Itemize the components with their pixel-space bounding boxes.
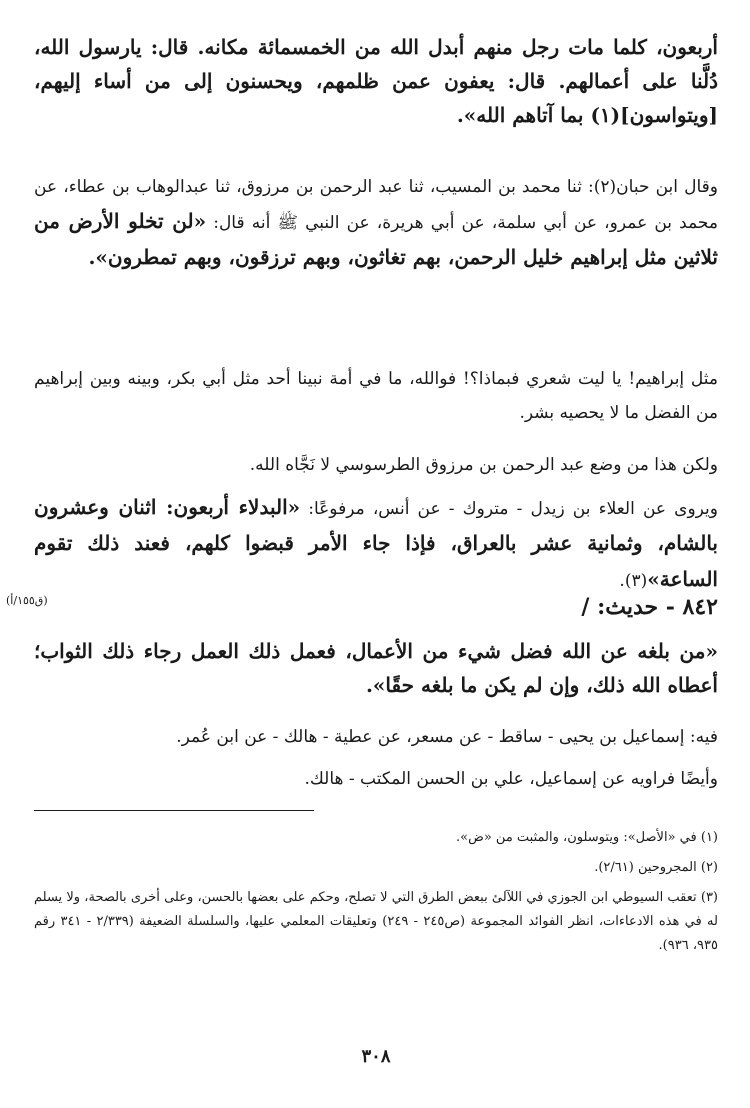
paragraph-abdal-hadith — [34, 490, 718, 598]
ibn-hibban-isnad: وقال ابن حبان(٢): ثنا محمد بن المسيب، ثنا عبد الرحمن بن مرزوق، ثنا عبدالوهاب بن عطاء، عن محمد بن عمرو، عن أبي سلمة، عن أبي هريرة، عن النبي ﷺ أنه قال: — [34, 177, 719, 233]
footnote-2: (٢) المجروحين (٢/٦١). — [594, 860, 718, 875]
ibn-hibban-matn: «لن تخلو الأرض من ثلاثين مثل إبراهيم خليل الرحمن، بهم تغاثون، وبهم ترزقون، وبهم تمطرون». — [34, 209, 718, 269]
footnote-3: (٣) تعقب السيوطي ابن الجوزي في اللآلئ ببعض الطرق التي لا تصلح، وحكم على بعضها بالحسن، وعلى أخرى بالصحة، ولا يسلم له في هذه الادعاءات، انظر الفوائد المجموعة (ص٢٤٥ - ٢٤٩) وتعليقات المعلمي عليها، والسلسلة الضعيفة (٢/٣٣٩ - ٣٤١ رقم ٩٣٥، ٩٣٦). — [34, 890, 718, 953]
note-isnad-1: فيه: إسماعيل بن يحيى - ساقط - عن مسعر، عن عطية - هالك - عن ابن عُمر. — [176, 727, 718, 747]
paragraph-commentary: مثل إبراهيم! يا ليت شعري فبماذا؟! فوالله، ما في أمة نبينا أحد مثل أبي بكر، وبينه وبين إبراهيم من الفضل ما لا يحصيه بشر. — [34, 369, 718, 423]
paragraph-verdict: ولكن هذا من وضع عبد الرحمن بن مرزوق الطرسوسي لا نَجَّاه الله. — [249, 455, 718, 475]
hadith-number-title: ٨٤٢ - حديث: / — [581, 594, 718, 620]
footnote-ref-3: (٣). — [619, 571, 648, 591]
page-number: ٣٠٨ — [361, 1046, 391, 1067]
manuscript-folio-marker: (ق١٥٥/أ) — [6, 594, 48, 607]
note-isnad-2: وأيضًا فراويه عن إسماعيل، علي بن الحسن المكتب - هالك. — [304, 769, 718, 789]
abdal-matn: «البدلاء أربعون: اثنان وعشرون بالشام، وثمانية عشر بالعراق، فإذا جاء الأمر قبضوا كلهم، فعند ذلك تقوم الساعة» — [34, 495, 718, 591]
paragraph-ibn-hibban — [34, 170, 718, 276]
hadith-text: «من بلغه عن الله فضل شيء من الأعمال، فعمل ذلك العمل رجاء ذلك الثواب؛ أعطاه الله ذلك، وإن لم يكن ما بلغه حقًا». — [34, 639, 718, 697]
footnote-divider — [34, 810, 314, 811]
hadith-heading — [6, 590, 718, 624]
page — [6, 30, 719, 1090]
footnote-1: (١) في «الأصل»: ويتوسلون، والمثبت من «ض». — [456, 830, 718, 845]
paragraph-opening-hadith: أربعون، كلما مات رجل منهم أبدل الله من الخمسمائة مكانه. قال: يارسول الله، دُلَّنا على أعمالهم. قال: يعفون عمن ظلمهم، ويحسنون إلى من أساء إليهم، [ويتواسون](١) بما آتاهم الله». — [34, 35, 718, 127]
abdal-isnad: ويروى عن العلاء بن زيدل - متروك - عن أنس، مرفوعًا: — [308, 499, 718, 519]
